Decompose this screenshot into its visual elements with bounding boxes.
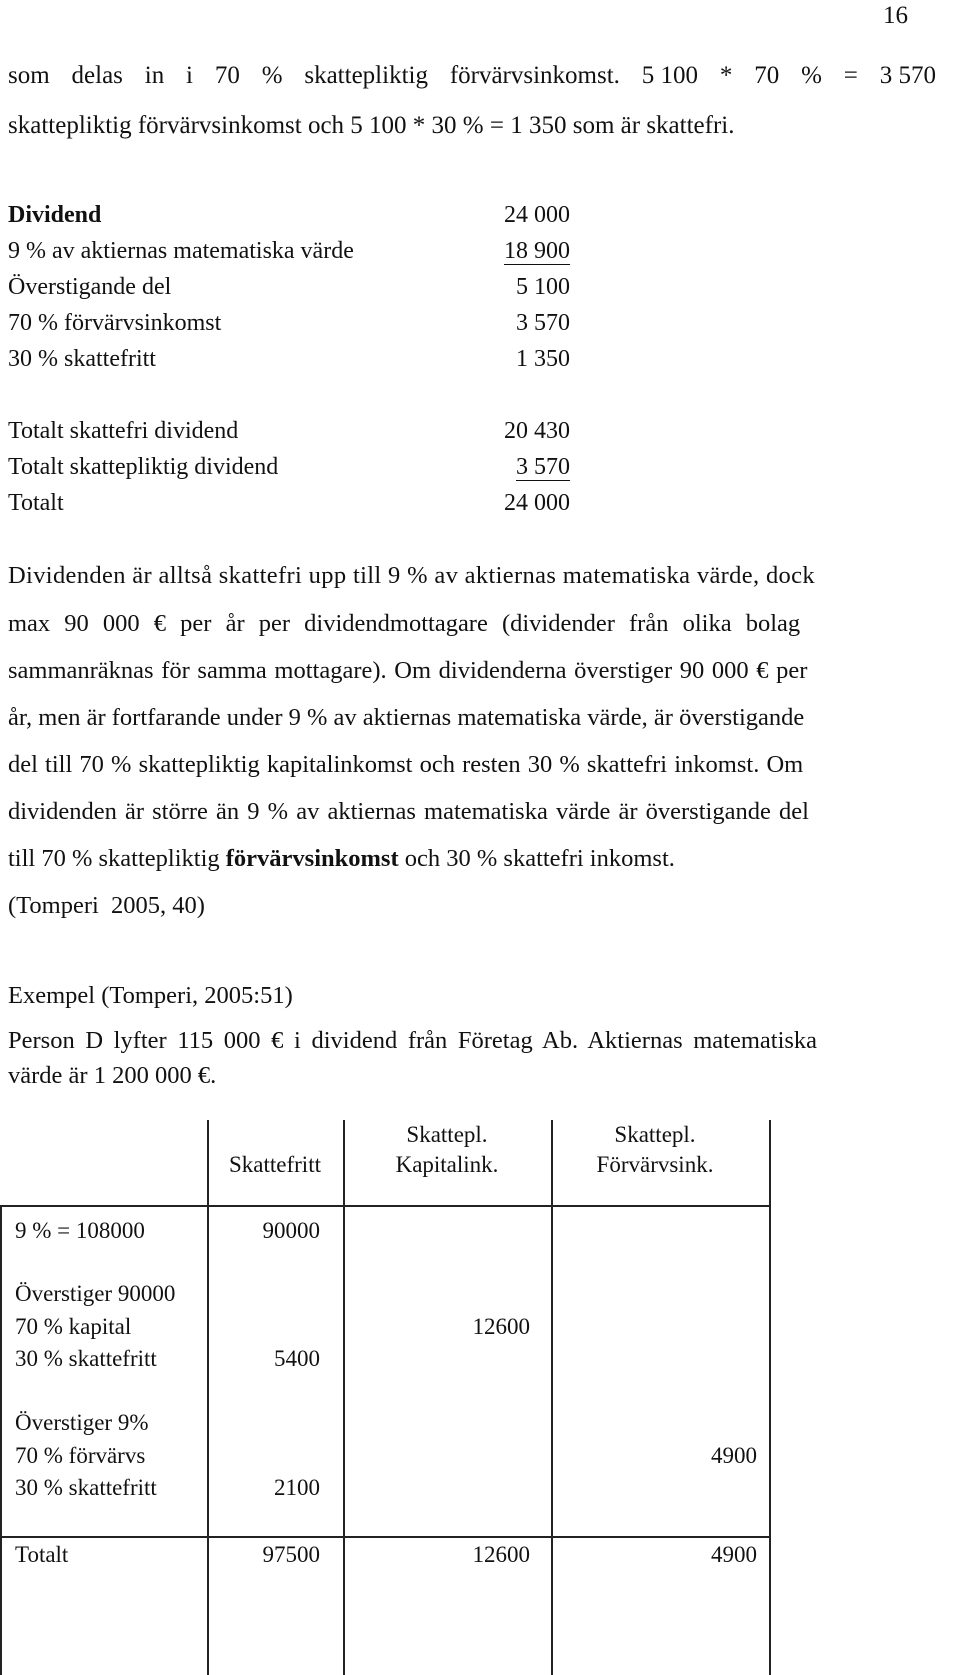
calc-value-total-free: 20 430 bbox=[504, 418, 570, 444]
total-forvarvs: 4900 bbox=[711, 1542, 757, 1567]
intro-word: delas bbox=[71, 62, 123, 89]
paragraph-line-6: dividenden är större än 9 % av aktiernas matematiska värde är överstigande del bbox=[8, 798, 809, 825]
over90000-skattefritt-label: 30 % skattefritt bbox=[15, 1346, 157, 1371]
total-kapital: 12600 bbox=[472, 1542, 530, 1567]
table-col-divider-2 bbox=[343, 1120, 345, 1675]
paragraph-line-7-end: och 30 % skattefri inkomst. bbox=[398, 845, 675, 872]
paragraph-line-3: sammanräknas för samma mottagare). Om dividenderna överstiger 90 000 € per bbox=[8, 657, 808, 684]
intro-word: som bbox=[8, 62, 50, 89]
intro-word: % bbox=[261, 62, 283, 89]
row-9pct-label: 9 % = 108000 bbox=[15, 1218, 145, 1243]
intro-line-2: skattepliktig förvärvsinkomst och 5 100 * 30 % = 1 350 som är skattefri. bbox=[8, 112, 735, 139]
intro-word: in bbox=[144, 62, 165, 89]
paragraph-line-7-start: till 70 % skattepliktig bbox=[8, 845, 226, 872]
table-col-divider-1 bbox=[207, 1120, 209, 1675]
over9pct-skattefritt-label: 30 % skattefritt bbox=[15, 1475, 157, 1500]
over90000-skattefritt-value: 5400 bbox=[274, 1346, 320, 1371]
paragraph-line-4: år, men är fortfarande under 9 % av aktiernas matematiska värde, är överstigande bbox=[8, 704, 805, 731]
header-kapital-line-1: Skattepl. bbox=[406, 1122, 488, 1147]
example-heading: Exempel (Tomperi, 2005:51) bbox=[8, 982, 293, 1009]
calc-label-total-free: Totalt skattefri dividend bbox=[8, 418, 239, 444]
table-left-border bbox=[0, 1205, 2, 1675]
page-number: 16 bbox=[883, 2, 908, 29]
intro-line-1 bbox=[8, 62, 936, 90]
table-col-divider-4 bbox=[769, 1120, 771, 1675]
header-kapital-line-2: Kapitalink. bbox=[395, 1152, 499, 1177]
example-line-2: värde är 1 200 000 €. bbox=[8, 1062, 217, 1089]
calc-label-total-taxable: Totalt skattepliktig dividend bbox=[8, 454, 279, 480]
calc-value-9pct: 18 900 bbox=[504, 238, 570, 264]
intro-word: 70 bbox=[214, 62, 240, 89]
paragraph-line-1: Dividenden är alltså skattefri upp till 9 % av aktiernas matematiska värde, dock bbox=[8, 562, 815, 589]
intro-word: skattepliktig bbox=[304, 62, 428, 89]
calc-value-total-taxable: 3 570 bbox=[516, 454, 570, 480]
table-total-border bbox=[0, 1536, 771, 1538]
calc-value-overstigande: 5 100 bbox=[516, 274, 570, 300]
header-forvarvs-line-1: Skattepl. bbox=[614, 1122, 696, 1147]
paragraph-bold-term: förvärvsinkomst bbox=[225, 845, 399, 872]
example-line-1: Person D lyfter 115 000 € i dividend från Företag Ab. Aktiernas matematiska bbox=[8, 1027, 818, 1054]
header-forvarvs-line-2: Förvärvsink. bbox=[596, 1152, 714, 1177]
intro-word: % bbox=[801, 62, 822, 89]
intro-word: förvärvsinkomst. bbox=[449, 62, 620, 89]
calc-value-dividend: 24 000 bbox=[504, 202, 570, 228]
total-skattefritt: 97500 bbox=[262, 1542, 320, 1567]
paragraph-line-2: max 90 000 € per år per dividendmottagare (dividender från olika bolag bbox=[8, 610, 801, 637]
calc-label-9pct: 9 % av aktiernas matematiska värde bbox=[8, 238, 354, 264]
calc-label-overstigande: Överstigande del bbox=[8, 274, 172, 300]
calc-value-total: 24 000 bbox=[504, 490, 570, 516]
table-col-divider-3 bbox=[551, 1120, 553, 1675]
total-label: Totalt bbox=[15, 1542, 69, 1567]
calc-value-30pct: 1 350 bbox=[516, 346, 570, 372]
intro-word: 5 100 bbox=[641, 62, 699, 89]
calc-label-total: Totalt bbox=[8, 490, 64, 516]
calc-label-dividend: Dividend bbox=[8, 202, 102, 228]
intro-word: 3 570 bbox=[879, 62, 936, 89]
intro-word: 70 bbox=[754, 62, 780, 89]
calc-label-70pct: 70 % förvärvsinkomst bbox=[8, 310, 222, 336]
over90000-kapital-label: 70 % kapital bbox=[15, 1314, 132, 1339]
intro-word: * bbox=[719, 62, 733, 89]
calc-value-70pct: 3 570 bbox=[516, 310, 570, 336]
over9pct-forvarvs-value: 4900 bbox=[711, 1443, 757, 1468]
row-9pct-skattefritt: 90000 bbox=[262, 1218, 320, 1243]
paragraph-line-7 bbox=[8, 845, 675, 873]
paragraph-line-5: del till 70 % skattepliktig kapitalinkomst och resten 30 % skattefri inkomst. Om bbox=[8, 751, 804, 778]
calc-label-30pct: 30 % skattefritt bbox=[8, 346, 156, 372]
table-header-border bbox=[0, 1205, 771, 1207]
intro-word: = bbox=[843, 62, 858, 89]
over9pct-skattefritt-value: 2100 bbox=[274, 1475, 320, 1500]
over90000-kapital-value: 12600 bbox=[472, 1314, 530, 1339]
citation: (Tomperi 2005, 40) bbox=[8, 892, 205, 919]
over9pct-forvarvs-label: 70 % förvärvs bbox=[15, 1443, 146, 1468]
intro-word: i bbox=[186, 62, 193, 89]
over9pct-title: Överstiger 9% bbox=[15, 1410, 149, 1435]
header-skattefritt: Skattefritt bbox=[229, 1152, 321, 1177]
over90000-title: Överstiger 90000 bbox=[15, 1281, 176, 1306]
